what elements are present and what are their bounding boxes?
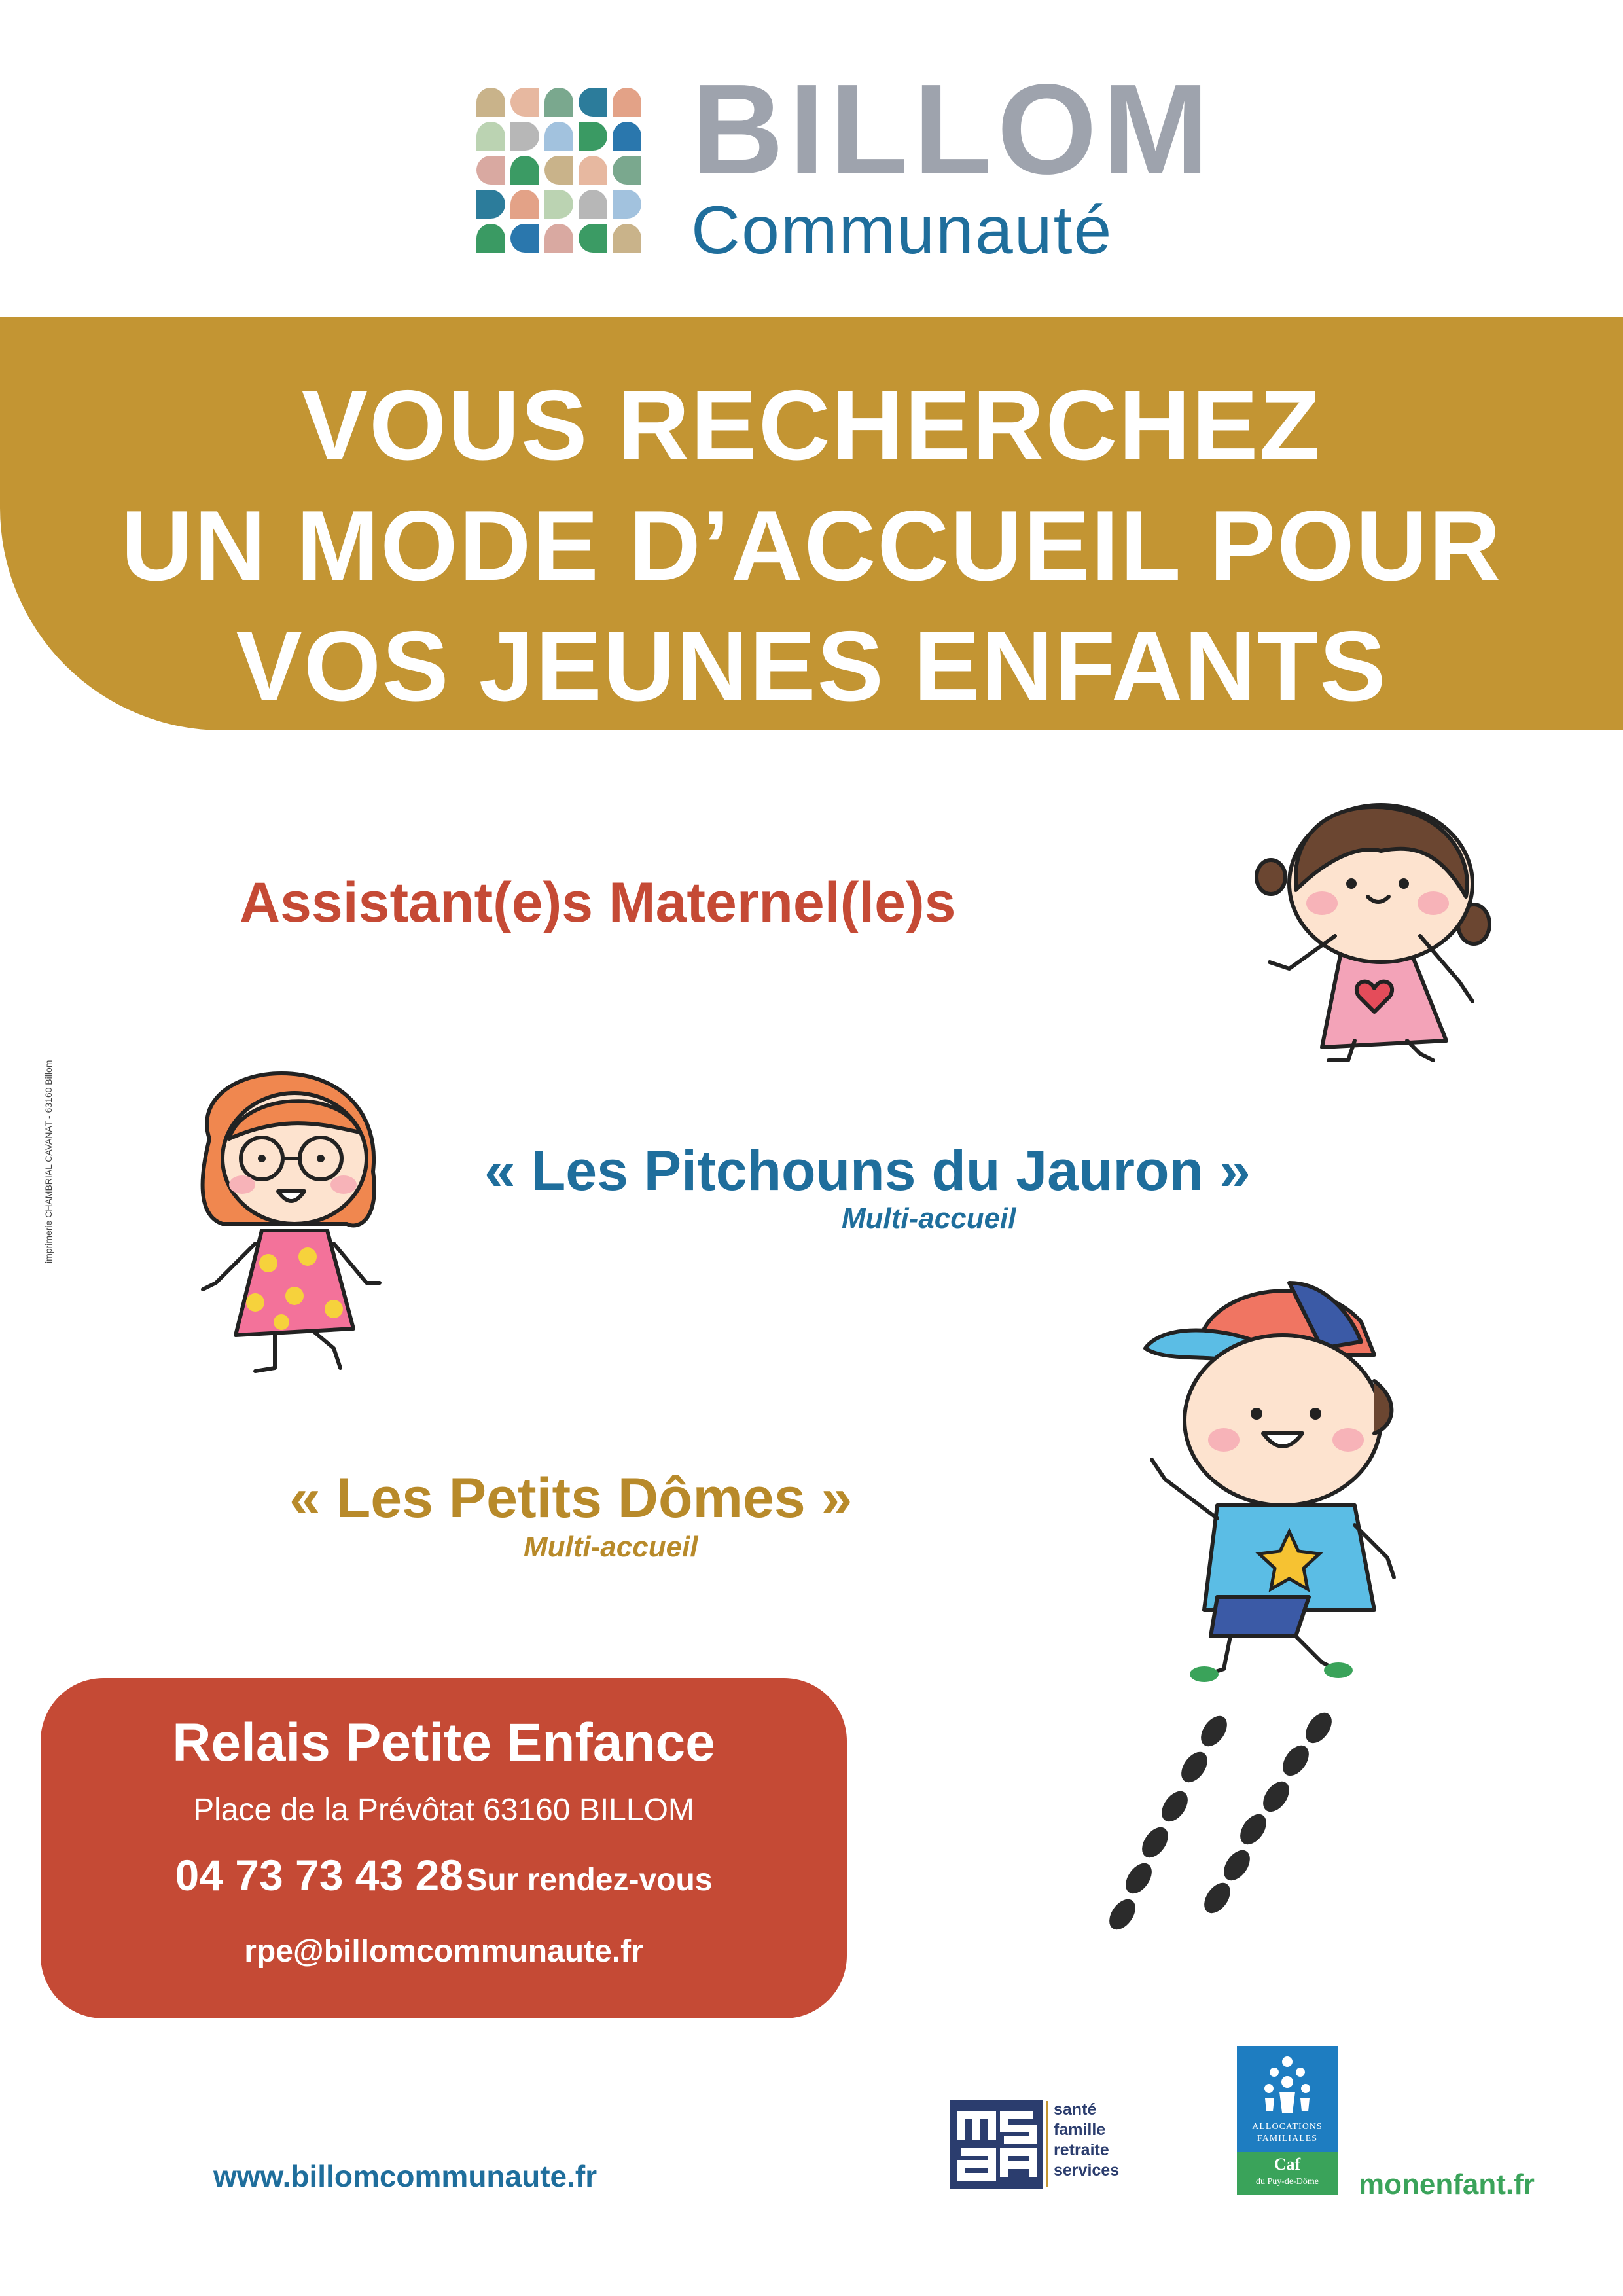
footprints-illustration (1099, 1702, 1374, 1977)
monenfant-link[interactable]: monenfant.fr (1359, 2168, 1535, 2200)
logo-tile (579, 88, 607, 117)
logo-tile (544, 156, 573, 185)
logo-tile (476, 190, 505, 219)
billom-logo-mark (476, 84, 644, 264)
caf-region: du Puy-de-Dôme (1255, 2177, 1319, 2187)
logo-tile (613, 88, 641, 117)
caf-logo (1237, 2046, 1338, 2195)
logo-tile (510, 122, 539, 151)
headline-line-2: UN MODE D’ACCUEIL POUR (120, 490, 1503, 601)
logo-tile (476, 122, 505, 151)
msa-divider (1046, 2101, 1048, 2187)
logo-tile (544, 190, 573, 219)
service-assistants: Assistant(e)s Maternel(le)s (240, 871, 956, 934)
caf-caption-2: FAMILIALES (1257, 2134, 1318, 2144)
msa-line-3: retraite (1054, 2141, 1109, 2159)
msa-mark-icon (950, 2100, 1043, 2189)
logo-tile (579, 122, 607, 151)
logo-tile (613, 122, 641, 151)
boy-cap-illustration (1126, 1270, 1453, 1689)
caf-family-icon (1255, 2053, 1320, 2118)
msa-logo (950, 2100, 1043, 2189)
website-link[interactable]: www.billomcommunaute.fr (213, 2159, 597, 2193)
caf-caption-1: ALLOCATIONS (1252, 2122, 1323, 2132)
logo-tile (613, 190, 641, 219)
logo-tile (544, 122, 573, 151)
headline-line-1: VOUS RECHERCHEZ (301, 370, 1322, 481)
logo-tile (476, 156, 505, 185)
logo-tile (476, 88, 505, 117)
service-pitchouns: « Les Pitchouns du Jauron » (484, 1139, 1251, 1202)
logo-tile (579, 190, 607, 219)
relais-title: Relais Petite Enfance (172, 1713, 715, 1772)
msa-line-2: famille (1054, 2121, 1106, 2139)
msa-line-1: santé (1054, 2100, 1097, 2119)
logo-tile (544, 224, 573, 253)
relais-appointment-note: Sur rendez-vous (466, 1863, 713, 1897)
logo-tile (476, 224, 505, 253)
logo-tile (544, 88, 573, 117)
service-pitchouns-type: Multi-accueil (842, 1202, 1016, 1234)
msa-tagline (1054, 2100, 1119, 2181)
relais-email[interactable]: rpe@billomcommunaute.fr (244, 1934, 643, 1969)
service-petits-domes: « Les Petits Dômes » (289, 1467, 853, 1530)
logo-name: BILLOM (691, 58, 1215, 201)
logo-tile (510, 88, 539, 117)
logo-tile (510, 224, 539, 253)
relais-phone[interactable]: 04 73 73 43 28 (175, 1851, 463, 1899)
logo-tile (510, 156, 539, 185)
logo-tile (613, 224, 641, 253)
relais-phone-line (41, 1851, 847, 1899)
girl-pigtails-illustration (1243, 772, 1505, 1080)
caf-name: Caf (1274, 2155, 1301, 2174)
logo-tile (579, 156, 607, 185)
msa-line-4: services (1054, 2161, 1120, 2179)
relais-contact-box (41, 1678, 847, 2018)
headline-line-3: VOS JEUNES ENFANTS (236, 611, 1387, 722)
girl-glasses-illustration (183, 1060, 425, 1388)
printer-imprint: imprimerie CHAMBRIAL CAVANAT - 63160 Billom (43, 1060, 54, 1263)
logo-subtitle: Communauté (691, 192, 1113, 268)
relais-address: Place de la Prévôtat 63160 BILLOM (193, 1793, 694, 1827)
logo-tile (510, 190, 539, 219)
logo-tile (613, 156, 641, 185)
logo-tile (579, 224, 607, 253)
service-petits-domes-type: Multi-accueil (524, 1531, 698, 1563)
